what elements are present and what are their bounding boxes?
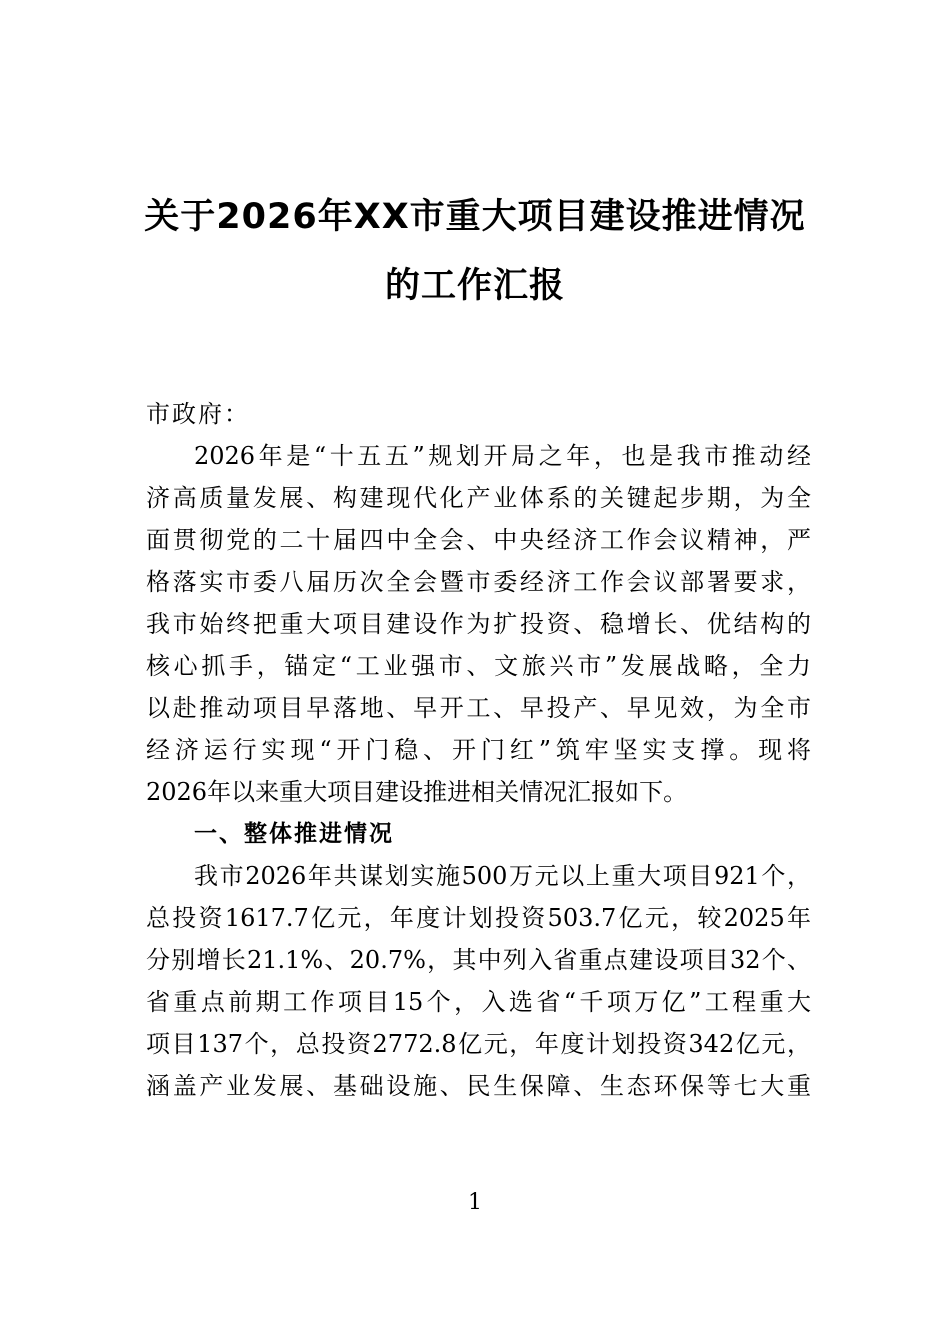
- intro-line: 2026年以来重大项目建设推进相关情况汇报如下。: [146, 778, 688, 806]
- section-line: 我市2026年共谋划实施500万元以上重大项目921个，: [194, 862, 811, 890]
- intro-line: 核心抓手，锚定“工业强市、文旅兴市”发展战略，全力: [146, 652, 811, 680]
- intro-line: 格落实市委八届历次全会暨市委经济工作会议部署要求，: [146, 568, 811, 596]
- page-number: 1: [468, 1190, 482, 1215]
- section-line: 省重点前期工作项目15个，入选省“千项万亿”工程重大: [146, 988, 811, 1016]
- intro-line: 经济运行实现“开门稳、开门红”筑牢坚实支撑。现将: [146, 736, 811, 764]
- intro-line: 以赴推动项目早落地、早开工、早投产、早见效，为全市: [146, 694, 811, 722]
- section-line: 分别增长21.1%、20.7%，其中列入省重点建设项目32个、: [146, 946, 811, 974]
- section-line: 总投资1617.7亿元，年度计划投资503.7亿元，较2025年: [146, 904, 811, 932]
- section-line: 项目137个，总投资2772.8亿元，年度计划投资342亿元，: [146, 1030, 811, 1058]
- document-title-line-2: 的工作汇报: [384, 266, 565, 306]
- intro-line: 面贯彻党的二十届四中全会、中央经济工作会议精神，严: [146, 526, 811, 554]
- intro-line: 济高质量发展、构建现代化产业体系的关键起步期，为全: [146, 484, 811, 512]
- intro-line: 2026年是“十五五”规划开局之年，也是我市推动经: [194, 442, 811, 470]
- section-heading: 一、整体推进情况: [194, 821, 394, 847]
- intro-line: 我市始终把重大项目建设作为扩投资、稳增长、优结构的: [146, 610, 811, 638]
- section-line: 涵盖产业发展、基础设施、民生保障、生态环保等七大重: [146, 1072, 811, 1100]
- document-body: [146, 393, 811, 1107]
- document-title-line-1: 关于2026年XX市重大项目建设推进情况: [144, 197, 806, 237]
- salutation: 市政府：: [146, 400, 250, 428]
